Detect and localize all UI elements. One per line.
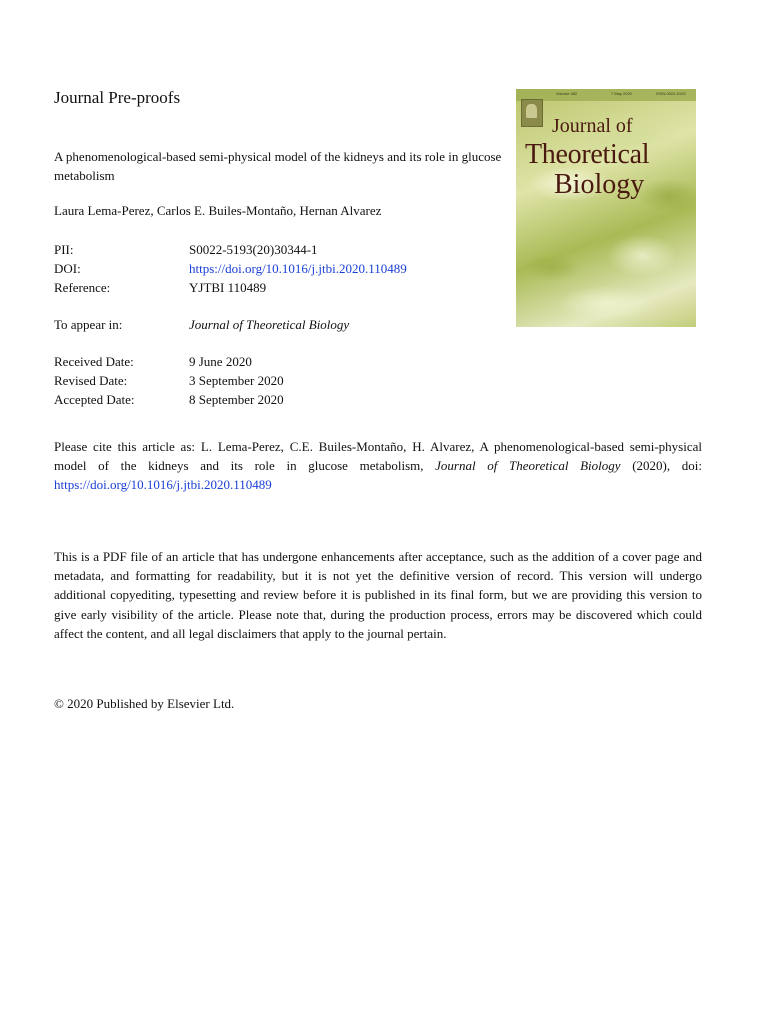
- citation-suffix: (2020), doi:: [620, 458, 702, 474]
- article-authors: Laura Lema-Perez, Carlos E. Builes-Montaño, Hernan Alvarez: [54, 203, 382, 218]
- received-date-value: 9 June 2020: [189, 354, 252, 369]
- cover-title-line1: Journal of: [552, 115, 633, 137]
- accepted-date-label: Accepted Date:: [54, 392, 135, 407]
- citation-doi-link[interactable]: https://doi.org/10.1016/j.jtbi.2020.110489: [54, 477, 272, 493]
- pii-value: S0022-5193(20)30344-1: [189, 242, 318, 257]
- revised-date-value: 3 September 2020: [189, 373, 284, 388]
- revised-date-label: Revised Date:: [54, 373, 128, 388]
- disclaimer-paragraph: This is a PDF file of an article that has undergone enhancements after acceptance, such as the addition of a cover page and metadata, and formatting for readability, but it is not yet the definitive version of record. This version will undergo additional copyediting, typesetting and review before it is published in its final form, but we are providing this version to give early visibility of the article. Please note that, during the production process, errors may be discovered which could affect the content, and all legal disclaimers that apply to the journal pertain.: [54, 549, 702, 641]
- appear-in-label: To appear in:: [54, 317, 123, 332]
- pii-label: PII:: [54, 242, 74, 257]
- cover-volume: Volume 482: [556, 91, 578, 96]
- doi-label: DOI:: [54, 261, 81, 276]
- reference-label: Reference:: [54, 280, 111, 295]
- cover-top-strip: [516, 89, 696, 101]
- doi-link[interactable]: https://doi.org/10.1016/j.jtbi.2020.110489: [189, 261, 407, 276]
- citation-paragraph: [54, 437, 702, 495]
- received-date-label: Received Date:: [54, 354, 134, 369]
- journal-cover-image: [516, 89, 696, 327]
- cover-issn: ISSN 0022-5193: [656, 91, 686, 96]
- elsevier-logo-icon: [521, 99, 543, 127]
- appear-in-value: Journal of Theoretical Biology: [189, 317, 350, 332]
- copyright-notice: © 2020 Published by Elsevier Ltd.: [54, 696, 235, 711]
- cover-date: 7 May 2020: [611, 91, 632, 96]
- accepted-date-value: 8 September 2020: [189, 392, 284, 407]
- citation-prefix: Please cite this article as: L. Lema-Perez, C.E. Builes-Montaño, H. Alvarez, A phenomenological-based semi-physical model of the kidneys and its role in glucose metabolism,: [54, 439, 702, 474]
- cover-title-line3: Biology: [554, 169, 645, 200]
- article-title: A phenomenological-based semi-physical model of the kidneys and its role in glucose metabolism: [54, 149, 502, 183]
- journal-pre-proofs-heading: Journal Pre-proofs: [54, 88, 181, 107]
- citation-journal: Journal of Theoretical Biology: [435, 458, 621, 474]
- reference-value: YJTBI 110489: [189, 280, 267, 295]
- cover-title-line2: Theoretical: [525, 139, 650, 170]
